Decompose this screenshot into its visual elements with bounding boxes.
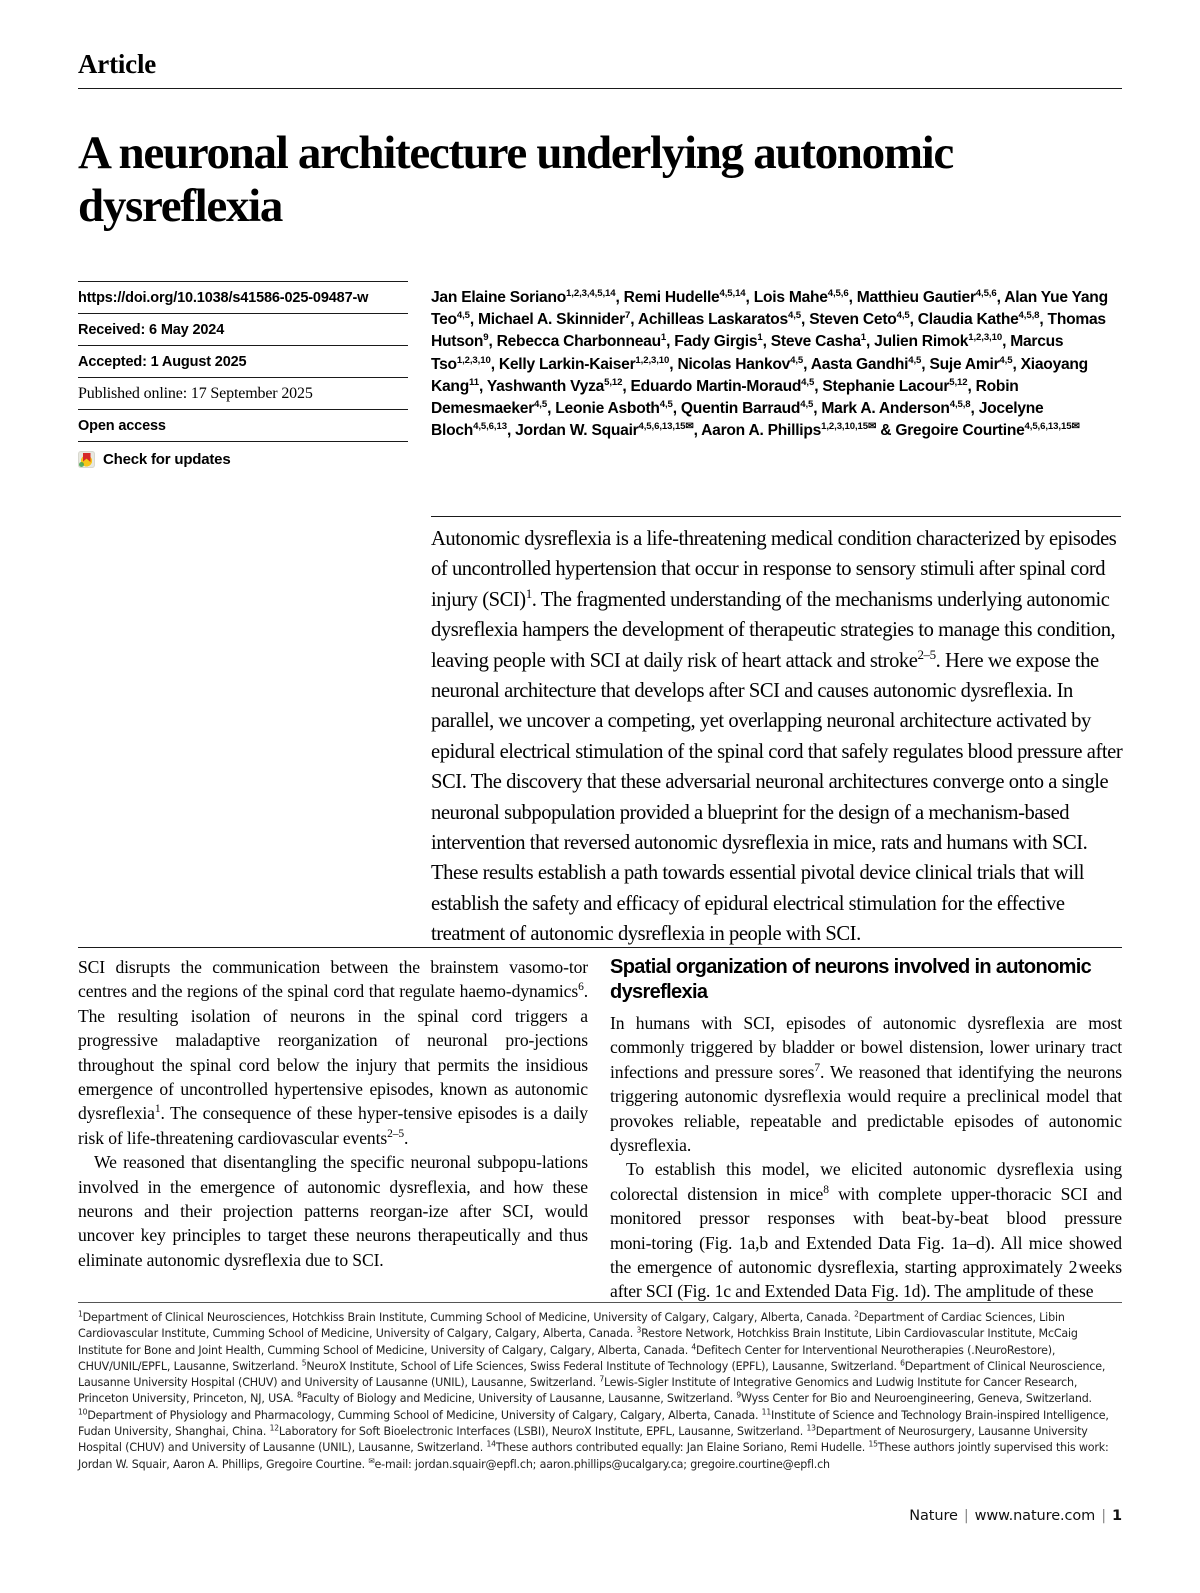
paragraph: In humans with SCI, episodes of autonomic dysreflexia are most commonly triggered by bladder or bowel distension, lower urinary tract infections and pressure sores$^7$. We reasoned that identifying the neurons triggering autonomic dysreflexia would require a preclinical model that provokes reliable, repeatable and predictable episodes of autonomic dysreflexia.	[610, 1013, 1122, 1156]
check-for-updates-label: Check for updates	[103, 451, 231, 468]
abstract: Autonomic dysreflexia is a life-threatening medical condition characterized by episodes of uncontrolled hypertension that occur in response to sensory stimuli after spinal cord injury (SCI)$^1$. The fragmented understanding of the mechanisms underlying autonomic dysreflexia hampers the development of therapeutic strategies to manage this condition, leaving people with SCI at daily risk of heart attack and stroke$^{2-5}$. Here we expose the neuronal architecture that develops after SCI and causes autonomic dysreflexia. In parallel, we uncover a competing, yet overlapping neuronal architecture activated by epidural electrical stimulation of the spinal cord that safely regulates blood pressure after SCI. The discovery that these adversarial neuronal architectures converge onto a single neuronal subpopulation provided a blueprint for the design of a mechanism-based intervention that reversed autonomic dysreflexia in mice, rats and humans with SCI. These results establish a path towards essential pivotal device clinical trials that will establish the safety and efficacy of epidural electrical stimulation for the effective treatment of autonomic dysreflexia in people with SCI.	[431, 528, 1123, 946]
author-list: Jan Elaine Soriano$^{1,2,3,4,5,14}$, Remi Hudelle$^{4,5,14}$, Lois Mahe$^{4,5,6}$, Matthieu Gautier$^{4,5,6}$, Alan Yue Yang Teo$^{4,5}$, Michael A. Skinnider$^7$, Achilleas Laskaratos$^{4,5}$, Steven Ceto$^{4,5}$, Claudia Kathe$^{4,5,8}$, Thomas Hutson$^9$, Rebecca Charbonneau$^1$, Fady Girgis$^1$, Steve Casha$^1$, Julien Rimok$^{1,2,3,10}$, Marcus Tso$^{1,2,3,10}$, Kelly Larkin-Kaiser$^{1,2,3,10}$, Nicolas Hankov$^{4,5}$, Aasta Gandhi$^{4,5}$, Suje Amir$^{4,5}$, Xiaoyang Kang$^{11}$, Yashwanth Vyza$^{5,12}$, Eduardo Martin-Moraud$^{4,5}$, Stephanie Lacour$^{5,12}$, Robin Demesmaeker$^{4,5}$, Leonie Asboth$^{4,5}$, Quentin Barraud$^{4,5}$, Mark A. Anderson$^{4,5,8}$, Jocelyne Bloch$^{4,5,6,13}$, Jordan W. Squair$^{4,5,6,13,15✉}$, Aaron A. Phillips$^{1,2,3,10,15✉}$ & Gregoire Courtine$^{4,5,6,13,15✉}$	[431, 287, 1108, 440]
check-for-updates-button[interactable]	[78, 442, 408, 468]
affiliations: $^1$Department of Clinical Neurosciences, Hotchkiss Brain Institute, Cumming School of Medicine, University of Calgary, Calgary, Alberta, Canada. $^2$Department of Cardiac Sciences, Libin Cardiovascular Institute, Cumming School of Medicine, University of Calgary, Calgary, Alberta, Canada. $^3$Restore Network, Hotchkiss Brain Institute, Libin Cardiovascular Institute, McCaig Institute for Bone and Joint Health, Cumming School of Medicine, University of Calgary, Calgary, Alberta, Canada. $^4$Defitech Center for Interventional Neurotherapies (.NeuroRestore), CHUV/UNIL/EPFL, Lausanne, Switzerland. $^5$NeuroX Institute, School of Life Sciences, Swiss Federal Institute of Technology (EPFL), Lausanne, Switzerland. $^6$Department of Clinical Neuroscience, Lausanne University Hospital (CHUV) and University of Lausanne (UNIL), Lausanne, Switzerland. $^7$Lewis-Sigler Institute of Integrative Genomics and Ludwig Institute for Cancer Research, Princeton University, Princeton, NJ, USA. $^8$Faculty of Biology and Medicine, University of Lausanne, Lausanne, Switzerland. $^9$Wyss Center for Bio and Neuroengineering, Geneva, Switzerland. $^{10}$Department of Physiology and Pharmacology, Cumming School of Medicine, University of Calgary, Calgary, Alberta, Canada. $^{11}$Institute of Science and Technology Brain-inspired Intelligence, Fudan University, Shanghai, China. $^{12}$Laboratory for Soft Bioelectronic Interfaces (LSBI), NeuroX Institute, EPFL, Lausanne, Switzerland. $^{13}$Department of Neurosurgery, Lausanne University Hospital (CHUV) and University of Lausanne (UNIL), Lausanne, Switzerland. $^{14}$These authors contributed equally: Jan Elaine Soriano, Remi Hudelle. $^{15}$These authors jointly supervised this work: Jordan W. Squair, Aaron A. Phillips, Gregoire Courtine. ✉e-mail: jordan.squair@epfl.ch; aaron.phillips@ucalgary.ca; gregoire.courtine@epfl.ch	[78, 1309, 1109, 1471]
article-kicker: Article	[78, 49, 157, 79]
open-access-label: Open access	[78, 409, 408, 442]
email-icon[interactable]: ✉	[1071, 421, 1080, 433]
email-icon[interactable]: ✉	[868, 421, 877, 433]
abstract-divider	[431, 516, 1121, 517]
body-column-left	[78, 955, 588, 1272]
body-column-right	[610, 955, 1122, 1304]
body-divider	[78, 947, 1122, 948]
paragraph: SCI disrupts the communication between the brainstem vasomo‑tor centres and the regions of the spinal cord that regulate haemo‑dynamics$^6$. The resulting isolation of neurons in the spinal cord triggers a progressive maladaptive reorganization of neuronal pro‑jections throughout the spinal cord below the injury that permits the insidious emergence of uncontrolled hypertensive episodes, known as autonomic dysreflexia$^1$. The consequence of these hyper‑tensive episodes is a daily risk of life-threatening cardiovascular events$^{2-5}$.	[78, 957, 588, 1148]
published-date: Published online: 17 September 2025	[78, 377, 408, 409]
header-divider	[78, 88, 1122, 89]
affiliations-divider	[78, 1302, 1122, 1303]
footer-website[interactable]: www.nature.com	[974, 1508, 1096, 1524]
section-heading: Spatial organization of neurons involved in autonomic dysreflexia	[610, 956, 1092, 1003]
page-title: A neuronal architecture underlying autonomic dysreflexia	[78, 127, 953, 233]
crossmark-icon	[78, 451, 95, 468]
footer-separator: |	[963, 1508, 969, 1524]
paragraph: To establish this model, we elicited autonomic dysreflexia using colorectal distension in mice$^8$ with complete upper-thoracic SCI and monitored pressor responses with beat-by-beat blood pressure moni‑toring (Fig. 1a,b and Extended Data Fig. 1a–d). All mice showed the emergence of autonomic dysreflexia, starting approximately 2 weeks after SCI (Fig. 1c and Extended Data Fig. 1d). The amplitude of these	[610, 1159, 1122, 1302]
page-footer	[909, 1508, 1122, 1524]
article-metadata	[78, 281, 408, 468]
accepted-date: Accepted: 1 August 2025	[78, 345, 408, 377]
received-date: Received: 6 May 2024	[78, 313, 408, 345]
footer-separator: |	[1101, 1508, 1106, 1524]
doi-link[interactable]: https://doi.org/10.1038/s41586-025-09487-w	[78, 281, 408, 313]
paragraph: We reasoned that disentangling the specific neuronal subpopu‑lations involved in the emergence of autonomic dysreflexia, and how these neurons and their projection patterns reorgan‑ize after SCI, would uncover key principles to target these neurons therapeutically and thus eliminate autonomic dysreflexia due to SCI.	[78, 1152, 588, 1270]
email-icon[interactable]: ✉	[685, 421, 694, 433]
footer-page-number: 1	[1112, 1508, 1122, 1524]
footer-journal: Nature	[909, 1508, 958, 1524]
